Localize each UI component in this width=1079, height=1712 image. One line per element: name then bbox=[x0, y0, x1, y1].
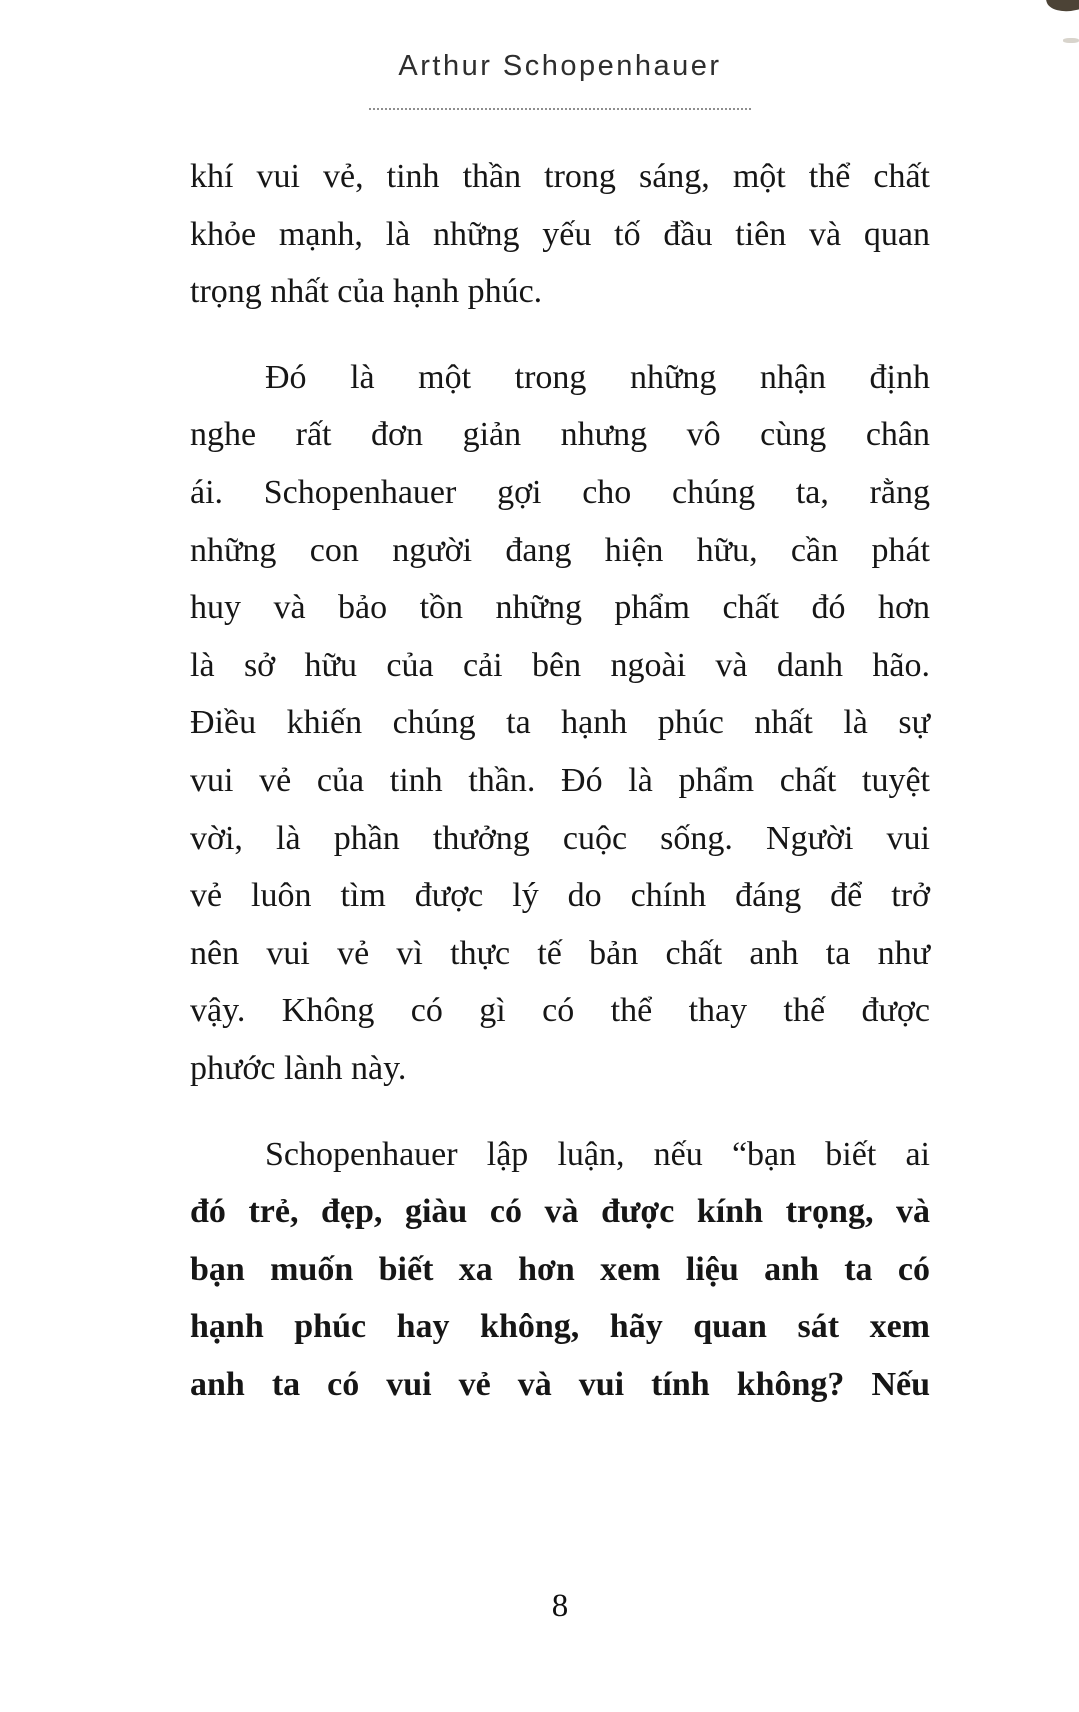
text-line: là sở hữu của cải bên ngoài và danh hão. bbox=[190, 646, 930, 684]
text-line: Đó là một trong những nhận định bbox=[265, 358, 930, 396]
paragraph bbox=[190, 148, 930, 321]
text-line: vẻ luôn tìm được lý do chính đáng để trở bbox=[190, 877, 930, 915]
dotted-divider bbox=[369, 108, 751, 110]
text-line: hạnh phúc hay không, hãy quan sát xem bbox=[190, 1308, 930, 1346]
text-line: đó trẻ, đẹp, giàu có và được kính trọng, và bbox=[190, 1193, 930, 1231]
text-line: Schopenhauer lập luận, nếu “bạn biết ai bbox=[265, 1135, 930, 1173]
text-line: ái. Schopenhauer gợi cho chúng ta, rằng bbox=[190, 473, 930, 511]
text-line: vui vẻ của tinh thần. Đó là phẩm chất tuyệt bbox=[190, 761, 930, 799]
scan-smudge bbox=[1045, 0, 1079, 17]
text-line: trọng nhất của hạnh phúc. bbox=[190, 273, 543, 311]
text-line: vậy. Không có gì có thể thay thế được bbox=[190, 992, 930, 1030]
text-line: nên vui vẻ vì thực tế bản chất anh ta như bbox=[190, 934, 930, 972]
scan-smudge-faint bbox=[1063, 38, 1079, 43]
paragraph bbox=[190, 349, 930, 1098]
page-number: 8 bbox=[551, 1588, 569, 1624]
text-line: Điều khiến chúng ta hạnh phúc nhất là sự bbox=[190, 704, 930, 742]
header-divider-wrap bbox=[190, 108, 930, 126]
text-line: bạn muốn biết xa hơn xem liệu anh ta có bbox=[190, 1250, 930, 1288]
text-line: khỏe mạnh, là những yếu tố đầu tiên và quan bbox=[190, 215, 930, 253]
text-line: vời, là phần thưởng cuộc sống. Người vui bbox=[190, 819, 930, 857]
body-text bbox=[190, 148, 930, 1413]
text-line: những con người đang hiện hữu, cần phát bbox=[190, 531, 930, 569]
paragraph bbox=[190, 1126, 930, 1414]
text-line: nghe rất đơn giản nhưng vô cùng chân bbox=[190, 416, 930, 454]
text-line: khí vui vẻ, tinh thần trong sáng, một thể chất bbox=[190, 158, 930, 195]
text-line: phước lành này. bbox=[190, 1049, 407, 1087]
text-line: huy và bảo tồn những phẩm chất đó hơn bbox=[190, 589, 930, 627]
running-header: Arthur Schopenhauer bbox=[398, 50, 722, 82]
text-line: anh ta có vui vẻ và vui tính không? Nếu bbox=[190, 1365, 930, 1403]
